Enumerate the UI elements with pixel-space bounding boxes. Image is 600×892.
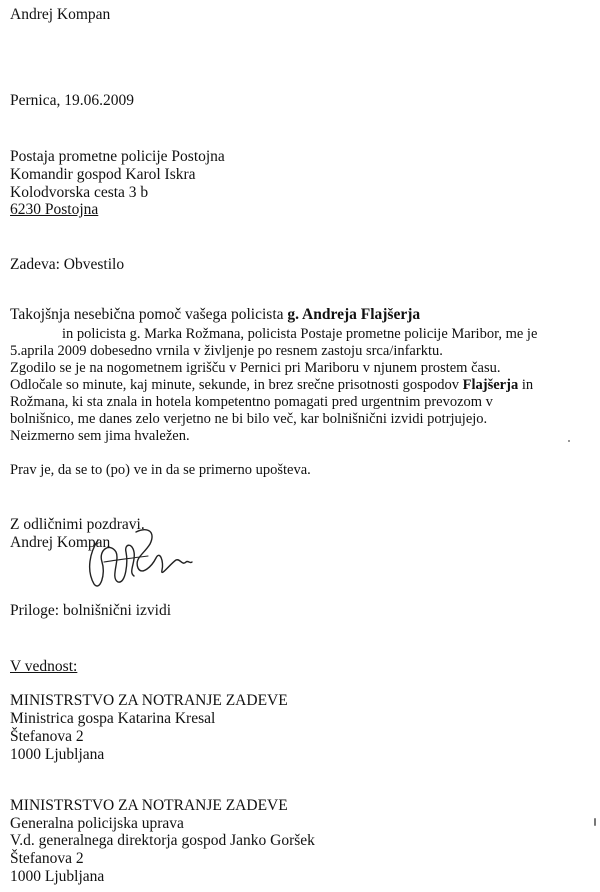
sender-name: Andrej Kompan	[10, 6, 111, 23]
scan-speck	[568, 440, 570, 442]
recipient-line: 6230 Postojna	[10, 201, 99, 218]
body-text: Takojšnja nesebična pomoč vašega policista	[10, 306, 288, 323]
closing-name: Andrej Kompan	[10, 534, 111, 551]
recipient-line: Kolodvorska cesta 3 b	[10, 184, 149, 201]
cc-line: Ministrica gospa Katarina Kresal	[10, 710, 216, 727]
cc-line: Štefanova 2	[10, 850, 84, 867]
body-line	[10, 306, 420, 324]
handwritten-signature	[76, 522, 194, 600]
body-line: Zgodilo se je na nogometnem igrišču v Pernici pri Mariboru v njunem prostem času.	[10, 360, 501, 376]
cc-line: MINISTRSTVO ZA NOTRANJE ZADEVE	[10, 797, 288, 814]
recipient-line: Komandir gospod Karol Iskra	[10, 166, 196, 183]
subject-line: Zadeva: Obvestilo	[10, 256, 125, 273]
cc-line: 1000 Ljubljana	[10, 868, 105, 885]
attachments-line: Priloge: bolnišnični izvidi	[10, 602, 172, 619]
body-text: in	[518, 377, 534, 393]
cc-heading: V vednost:	[10, 658, 78, 675]
place-date: Pernica, 19.06.2009	[10, 92, 134, 109]
cc-line: Štefanova 2	[10, 728, 84, 745]
scan-speck	[594, 818, 596, 826]
cc-line: 1000 Ljubljana	[10, 746, 105, 763]
body-bold-name: Flajšerja	[462, 377, 519, 393]
cc-line: MINISTRSTVO ZA NOTRANJE ZADEVE	[10, 692, 288, 709]
body-line	[10, 376, 533, 394]
body-line: Rožmana, ki sta znala in hotela kompetentno pomagati pred urgentnim prevozom v	[10, 394, 493, 410]
recipient-line: Postaja prometne policije Postojna	[10, 148, 225, 165]
cc-line: Generalna policijska uprava	[10, 815, 184, 832]
body-line: Prav je, da se to (po) ve in da se primerno upošteva.	[10, 462, 311, 478]
body-bold-name: g. Andreja Flajšerja	[287, 306, 421, 323]
body-line: Neizmerno sem jima hvaležen.	[10, 428, 190, 444]
body-text: Odločale so minute, kaj minute, sekunde, in brez srečne prisotnosti gospodov	[10, 377, 463, 393]
body-line: bolnišnico, me danes zelo verjetno ne bi bilo več, kar bolnišnični izvidi potrjujejo.	[10, 411, 488, 427]
body-line: 5.aprila 2009 dobesedno vrnila v življenje po resnem zastoju srca/infarktu.	[10, 343, 443, 359]
closing-greeting: Z odličnimi pozdravi.	[10, 516, 145, 533]
body-line: in policista g. Marka Rožmana, policista Postaje prometne policije Maribor, me je	[62, 326, 538, 342]
cc-line: V.d. generalnega direktorja gospod Janko Goršek	[10, 832, 315, 849]
